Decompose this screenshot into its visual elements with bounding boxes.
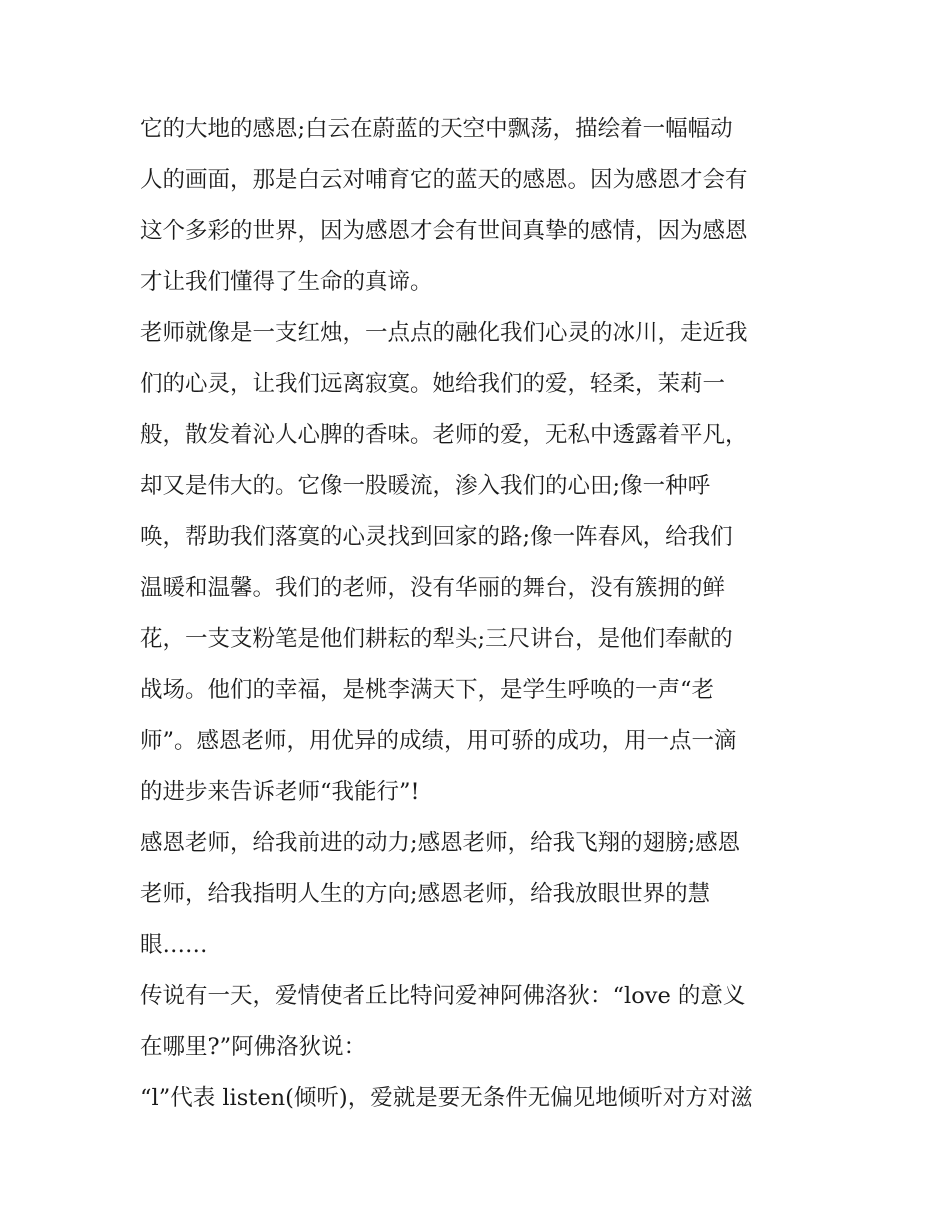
- text-line: 才让我们懂得了生命的真谛。: [140, 269, 433, 295]
- text-line: 传说有一天，爱情使者丘比特问爱神阿佛洛狄：“love 的意义: [140, 983, 746, 1009]
- text-line: 般，散发着沁人心脾的香味。老师的爱，无私中透露着平凡，: [140, 422, 748, 448]
- text-line: 眼……: [140, 932, 208, 958]
- text-line: 们的心灵，让我们远离寂寞。她给我们的爱，轻柔，茉莉一: [140, 371, 726, 397]
- text-line: 战场。他们的幸福，是桃李满天下，是学生呼唤的一声“老: [140, 677, 715, 703]
- text-line: 感恩老师，给我前进的动力;感恩老师，给我飞翔的翅膀;感恩: [140, 830, 741, 856]
- text-line: “l”代表 listen(倾听)，爱就是要无条件无偏见地倾听对方对滋: [140, 1085, 753, 1111]
- text-line: 它的大地的感恩;白云在蔚蓝的天空中飘荡，描绘着一幅幅动: [140, 116, 733, 142]
- text-line: 这个多彩的世界，因为感恩才会有世间真挚的感情，因为感恩: [140, 218, 748, 244]
- text-line: 却又是伟大的。它像一股暖流，渗入我们的心田;像一种呼: [140, 473, 711, 499]
- text-line: 人的画面，那是白云对哺育它的蓝天的感恩。因为感恩才会有: [140, 167, 748, 193]
- text-line: 师”。感恩老师，用优异的成绩，用可骄的成功，用一点一滴: [140, 728, 737, 754]
- text-line: 老师就像是一支红烛，一点点的融化我们心灵的冰川，走近我: [140, 320, 748, 346]
- text-line: 在哪里?”阿佛洛狄说：: [140, 1034, 367, 1060]
- body-text: [140, 104, 820, 1124]
- text-line: 唤，帮助我们落寞的心灵找到回家的路;像一阵春风，给我们: [140, 524, 733, 550]
- text-line: 温暖和温馨。我们的老师，没有华丽的舞台，没有簇拥的鲜: [140, 575, 726, 601]
- text-line: 的进步来告诉老师“我能行”!: [140, 779, 420, 805]
- text-line: 花，一支支粉笔是他们耕耘的犁头;三尺讲台，是他们奉献的: [140, 626, 733, 652]
- text-line: 老师，给我指明人生的方向;感恩老师，给我放眼世界的慧: [140, 881, 711, 907]
